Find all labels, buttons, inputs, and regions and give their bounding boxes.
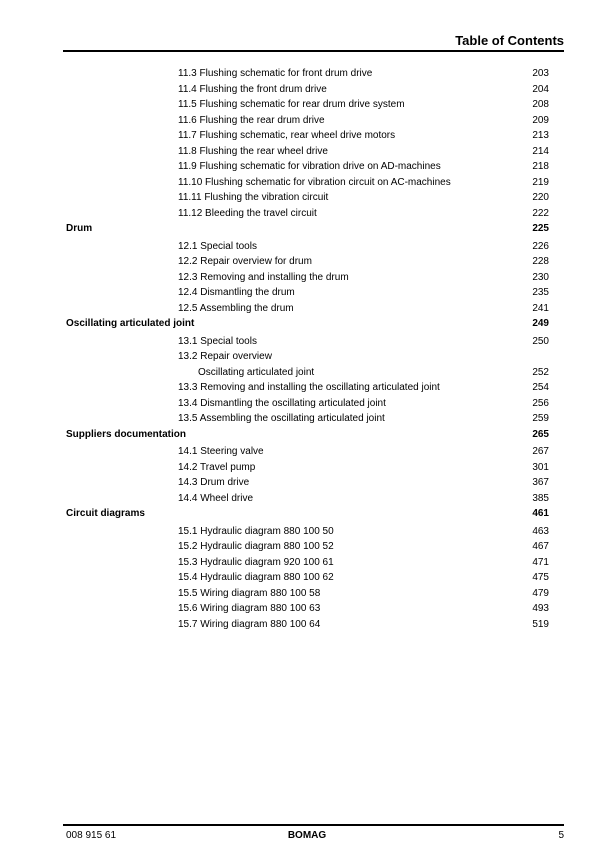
toc-entry-title: 11.9 Flushing schematic for vibration drive on AD-machines xyxy=(178,161,441,172)
toc-entry-title: 13.2 Repair overview xyxy=(178,351,272,362)
toc-page-number: 230 xyxy=(532,271,549,283)
toc-page-number: 479 xyxy=(532,587,549,599)
toc-entry-title: Oscillating articulated joint xyxy=(66,318,195,329)
toc-entry[interactable] xyxy=(66,128,549,144)
toc-page-number: 256 xyxy=(532,397,549,409)
toc-page-number: 250 xyxy=(532,335,549,347)
brand-name: BOMAG xyxy=(287,830,327,841)
toc-page-number: 228 xyxy=(532,256,549,267)
toc-entry-title: 15.7 Wiring diagram 880 100 64 xyxy=(178,618,321,630)
toc-page-number: 254 xyxy=(532,382,549,393)
toc-entry-title: 11.7 Flushing schematic, rear wheel drive motors xyxy=(178,130,396,141)
toc-page-number: 218 xyxy=(532,161,549,172)
toc-page-number: 222 xyxy=(532,207,549,219)
toc-page-number: 475 xyxy=(532,572,549,583)
toc-entry-title: 14.4 Wheel drive xyxy=(178,492,254,504)
toc-entry[interactable] xyxy=(66,555,549,571)
toc-page-number: 249 xyxy=(532,318,549,329)
toc-entry[interactable] xyxy=(66,97,549,113)
toc-page-number: 213 xyxy=(532,130,549,141)
toc-entry[interactable] xyxy=(66,301,549,317)
toc-page-number: 225 xyxy=(532,223,549,234)
toc-entry[interactable] xyxy=(66,349,549,380)
footer-rule xyxy=(63,824,564,826)
toc-entry-title: 14.3 Drum drive xyxy=(178,477,250,488)
toc-entry-title: 11.10 Flushing schematic for vibration circuit on AC-machines xyxy=(178,176,451,188)
toc-entry[interactable] xyxy=(66,601,549,617)
toc-entry-title: 11.12 Bleeding the travel circuit xyxy=(178,207,317,219)
toc-page-number: 467 xyxy=(532,541,549,552)
table-of-contents xyxy=(66,66,549,632)
toc-entry-title: 14.2 Travel pump xyxy=(178,461,256,473)
toc-page-number: 226 xyxy=(532,240,549,252)
toc-entry[interactable] xyxy=(66,175,549,191)
toc-entry-title: 13.4 Dismantling the oscillating articulated joint xyxy=(178,397,386,409)
toc-entry[interactable] xyxy=(66,460,549,476)
toc-entry[interactable] xyxy=(66,270,549,286)
toc-entry[interactable] xyxy=(66,444,549,460)
toc-entry-title: 11.11 Flushing the vibration circuit xyxy=(178,192,329,203)
toc-entry-title: 13.5 Assembling the oscillating articulated joint xyxy=(178,413,385,424)
document-number: 008 915 61 xyxy=(66,830,117,841)
toc-entry[interactable] xyxy=(66,396,549,412)
toc-entry[interactable] xyxy=(66,570,549,586)
toc-entry-title: Suppliers documentation xyxy=(66,428,187,440)
toc-page-number: 367 xyxy=(532,477,549,488)
toc-entry[interactable] xyxy=(66,144,549,160)
toc-page-number: 208 xyxy=(532,99,549,110)
toc-entry-title: 14.1 Steering valve xyxy=(178,446,264,457)
toc-chapter[interactable] xyxy=(66,427,549,443)
toc-entry-title: 12.3 Removing and installing the drum xyxy=(178,271,349,283)
toc-entry-title: 11.6 Flushing the rear drum drive xyxy=(178,114,325,126)
toc-entry[interactable] xyxy=(66,113,549,129)
toc-entry-title: 12.4 Dismantling the drum xyxy=(178,287,295,298)
toc-entry-title: 12.1 Special tools xyxy=(178,240,257,252)
toc-entry-title: 15.2 Hydraulic diagram 880 100 52 xyxy=(178,541,334,552)
page-number: 5 xyxy=(558,830,564,841)
toc-entry[interactable] xyxy=(66,190,549,206)
toc-chapter[interactable] xyxy=(66,221,549,237)
toc-page-number: 265 xyxy=(532,428,549,440)
toc-page-number: 259 xyxy=(532,413,549,424)
toc-entry-title: 15.6 Wiring diagram 880 100 63 xyxy=(178,603,321,614)
toc-page-number: 301 xyxy=(532,461,549,473)
toc-entry-title: 11.8 Flushing the rear wheel drive xyxy=(178,145,328,157)
toc-page-number: 252 xyxy=(532,366,549,378)
toc-page-number: 214 xyxy=(532,145,549,157)
toc-page-number: 463 xyxy=(532,525,549,537)
toc-page-number: 241 xyxy=(532,302,549,314)
toc-page-number: 267 xyxy=(532,446,549,457)
toc-page-number: 204 xyxy=(532,83,549,95)
toc-page-number: 385 xyxy=(532,492,549,504)
toc-entry-title-continued: Oscillating articulated joint xyxy=(198,366,315,378)
toc-entry[interactable] xyxy=(66,539,549,555)
toc-entry-title: 13.3 Removing and installing the oscillating articulated joint xyxy=(178,382,440,393)
toc-entry[interactable] xyxy=(66,524,549,540)
toc-entry-title: 15.3 Hydraulic diagram 920 100 61 xyxy=(178,556,334,568)
toc-entry-title: 11.3 Flushing schematic for front drum drive xyxy=(178,68,373,79)
toc-entry[interactable] xyxy=(66,586,549,602)
toc-entry[interactable] xyxy=(66,82,549,98)
toc-page-number: 461 xyxy=(532,508,549,519)
toc-entry-title: 13.1 Special tools xyxy=(178,335,257,347)
toc-page-number: 519 xyxy=(532,618,549,630)
toc-entry-title: 15.1 Hydraulic diagram 880 100 50 xyxy=(178,525,334,537)
toc-entry[interactable] xyxy=(66,159,549,175)
toc-entry[interactable] xyxy=(66,254,549,270)
toc-entry[interactable] xyxy=(66,475,549,491)
toc-entry-title: 15.4 Hydraulic diagram 880 100 62 xyxy=(178,572,334,583)
toc-entry[interactable] xyxy=(66,617,549,633)
toc-entry-title: Drum xyxy=(66,223,93,234)
toc-page-number: 220 xyxy=(532,192,549,203)
toc-entry[interactable] xyxy=(66,334,549,350)
toc-chapter[interactable] xyxy=(66,316,549,332)
toc-page-number: 235 xyxy=(532,287,549,298)
toc-page-number: 471 xyxy=(532,556,549,568)
toc-entry-title: Circuit diagrams xyxy=(66,508,145,519)
toc-entry-title: 12.5 Assembling the drum xyxy=(178,302,294,314)
toc-entry-title: 12.2 Repair overview for drum xyxy=(178,256,312,267)
toc-entry[interactable] xyxy=(66,66,549,82)
toc-entry[interactable] xyxy=(66,411,549,427)
toc-entry-title: 11.5 Flushing schematic for rear drum drive system xyxy=(178,99,405,110)
toc-page-number: 219 xyxy=(532,176,549,188)
toc-entry-title: 15.5 Wiring diagram 880 100 58 xyxy=(178,587,321,599)
toc-entry[interactable] xyxy=(66,491,549,507)
toc-entry[interactable] xyxy=(66,285,549,301)
toc-entry-title: 11.4 Flushing the front drum drive xyxy=(178,83,327,95)
header-rule xyxy=(63,50,564,52)
toc-page-number: 209 xyxy=(532,114,549,126)
page-title: Table of Contents xyxy=(455,33,564,48)
toc-page-number: 203 xyxy=(532,68,549,79)
toc-entry[interactable] xyxy=(66,239,549,255)
toc-chapter[interactable] xyxy=(66,506,549,522)
toc-entry[interactable] xyxy=(66,206,549,222)
toc-entry[interactable] xyxy=(66,380,549,396)
toc-page-number: 493 xyxy=(532,603,549,614)
